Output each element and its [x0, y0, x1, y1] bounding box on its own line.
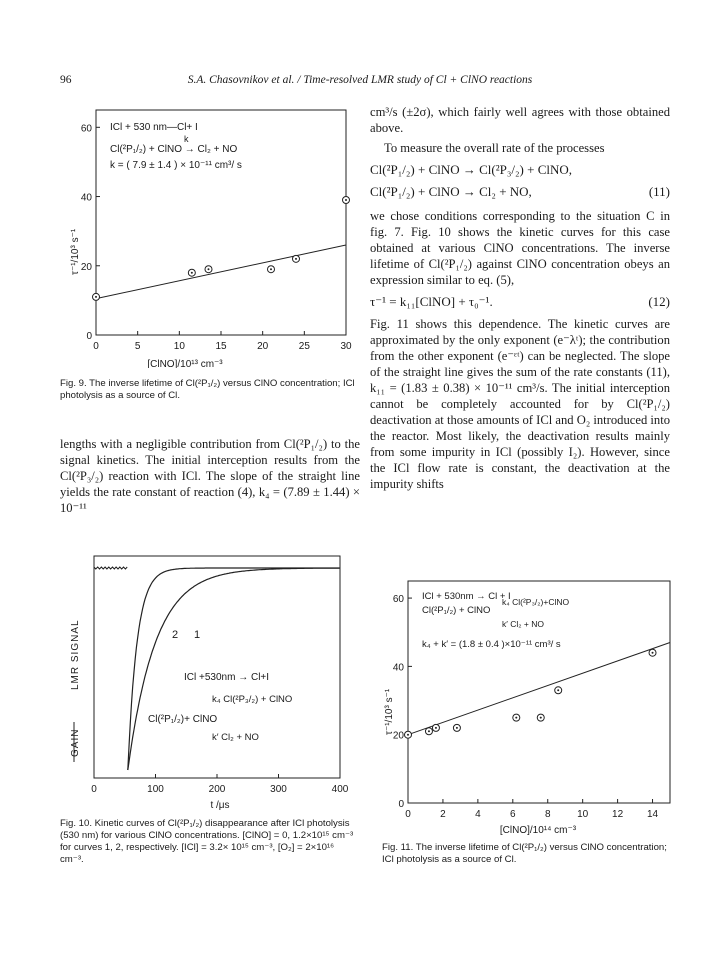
figure-10-plot	[60, 550, 360, 812]
x-tick-label: 10	[577, 809, 589, 820]
y-tick-label: 60	[392, 594, 404, 606]
data-point-center	[652, 652, 654, 654]
paragraph-right-2: To measure the overall rate of the processes	[384, 141, 605, 155]
data-point-center	[456, 727, 458, 729]
equation-11: Cl(²P₁/₂) + ClNO → Cl₂ + NO, (11)	[370, 184, 670, 199]
figure-9-plot	[60, 100, 360, 368]
legend-line-3: k₄ Cl(²P₃/₂) + ClNO	[212, 694, 293, 705]
figure-9-caption: Fig. 9. The inverse lifetime of Cl(²P₁/₂) versus ClNO concentration; ICl photolysis as a source of Cl.	[60, 378, 355, 401]
y-tick-label: 20	[392, 730, 404, 742]
legend-line-4: k′ Cl₂ + NO	[502, 619, 544, 629]
data-point-center	[428, 730, 430, 732]
data-point-center	[435, 727, 437, 729]
equation-10: Cl(²P₁/₂) + ClNO → Cl(²P₃/₂) + ClNO,	[370, 162, 573, 177]
x-axis-label: t /μs	[210, 800, 230, 811]
y-tick-label: 0	[398, 799, 404, 810]
legend-line-2: Cl(²P₁/₂) + ClNO → Cl₂ + NO	[110, 144, 238, 155]
paragraph-right-4: Fig. 11 shows this dependence. The kinetic curves are approximated by the only exponent (e⁻λᵗ); the contribution from the other exponent (e⁻ᵋᵗ) can be neglected. The slope of the straight line gives the sum of the rate constants (11), k₁₁ = (1.83 ± 0.38) × 10⁻¹¹ cm³/s. The initial interception cannot be completely accounted for by Cl(²P₁/₂) deactivation at those amounts of ICl and O₂ introduced into the reactor. Most likely, the deactivation results mainly from some impurity in ICl (possibly I₂). However, since the ICl flow rate is constant, the deactivation at the impurity shifts	[370, 317, 670, 491]
x-tick-label: 400	[331, 784, 349, 795]
figure-11-plot	[378, 575, 678, 837]
legend-line-2: Cl(²P₁/₂)+ ClNO	[148, 714, 218, 725]
right-column	[370, 104, 670, 496]
paragraph-left-1: lengths with a negligible contribution from Cl(²P₁/₂) to the signal kinetics. The initial interception results from the Cl(²P₃/₂) reaction with ICl. The slope of the straight line yields the rate constant of reaction (4), k₄ = (7.89 ± 1.44) × 10⁻¹¹	[60, 437, 360, 515]
figure-11-caption: Fig. 11. The inverse lifetime of Cl(²P₁/₂) versus ClNO concentration; ICl photolysis as a source of Cl.	[382, 842, 667, 865]
data-point-center	[295, 258, 297, 260]
legend-line-4: k′ Cl₂ + NO	[212, 732, 259, 743]
equation-12: τ⁻¹ = k₁₁[ClNO] + τ₀⁻¹. (12)	[370, 294, 670, 309]
paragraph-right-1: cm³/s (±2σ), which fairly well agrees with those obtained above.	[370, 105, 670, 135]
y-axis-label-top: LMR SIGNAL	[70, 619, 81, 690]
x-axis-label: [ClNO]/10¹⁴ cm⁻³	[499, 825, 577, 836]
x-tick-label: 8	[544, 809, 551, 820]
plot-frame	[94, 556, 340, 778]
data-point-center	[540, 717, 542, 719]
fit-line	[96, 245, 346, 299]
y-tick-label: 40	[80, 192, 92, 204]
x-tick-label: 14	[646, 809, 659, 820]
running-head: S.A. Chasovnikov et al. / Time-resolved LMR study of Cl + ClNO reactions	[187, 74, 533, 86]
y-axis-label: τ⁻¹/10³ s⁻¹	[384, 688, 395, 735]
data-point-center	[208, 268, 210, 270]
x-tick-label: 4	[475, 809, 481, 820]
baseline-trace	[94, 567, 127, 569]
x-tick-label: 200	[208, 784, 226, 795]
x-tick-label: 0	[93, 341, 99, 352]
legend-line-3: k₄ Cl(²P₃/₂)+ClNO	[502, 597, 570, 607]
y-tick-label: 40	[392, 662, 404, 674]
x-tick-label: 10	[173, 341, 185, 352]
x-tick-label: 25	[298, 341, 310, 352]
data-point-center	[515, 717, 517, 719]
data-point-center	[270, 268, 272, 270]
legend-line-3: k = ( 7.9 ± 1.4 ) × 10⁻¹¹ cm³/ s	[110, 160, 242, 171]
x-axis-label: [ClNO]/10¹³ cm⁻³	[147, 359, 223, 368]
data-point-center	[557, 689, 559, 691]
x-tick-label: 12	[612, 809, 624, 820]
figure-10-caption: Fig. 10. Kinetic curves of Cl(²P₁/₂) disappearance after ICl photolysis (530 nm) for various ClNO concentrations. [ClNO] = 0, 1.2×10¹⁵ cm⁻³ for curves 1, 2, respectively. [ICl] = 3.2× 10¹⁵ cm⁻³, [O₂] = 2×10¹⁶ cm⁻³.	[60, 818, 354, 865]
x-tick-label: 15	[215, 341, 227, 352]
legend-line-1: ICl + 530nm → Cl + I	[422, 591, 511, 602]
x-tick-label: 300	[270, 784, 287, 795]
x-tick-label: 0	[91, 784, 97, 795]
y-tick-label: 0	[86, 331, 92, 342]
curve-label-1: 1	[194, 629, 201, 641]
y-tick-label: 20	[80, 261, 92, 273]
legend-line-1: ICl + 530 nm—Cl+ I	[110, 122, 198, 133]
legend-line-2: Cl(²P₁/₂) + ClNO	[422, 605, 491, 616]
y-tick-label: 60	[80, 123, 92, 135]
legend-rate-k: k	[184, 134, 189, 144]
data-point-center	[191, 272, 193, 274]
x-tick-label: 30	[340, 341, 352, 352]
page-number: 96	[60, 74, 72, 86]
curve-label-2: 2	[172, 629, 179, 641]
x-tick-label: 6	[510, 809, 516, 820]
data-point-center	[407, 734, 409, 736]
x-tick-label: 5	[134, 341, 141, 352]
data-point-center	[95, 296, 97, 298]
page-header	[60, 74, 660, 90]
x-tick-label: 20	[257, 341, 269, 352]
data-point-center	[345, 199, 347, 201]
x-tick-label: 2	[440, 809, 446, 820]
legend-line-5: k₄ + k′ = (1.8 ± 0.4 )×10⁻¹¹ cm³/ s	[422, 639, 561, 650]
y-axis-label: τ⁻¹/10³ s⁻¹	[70, 228, 81, 275]
legend-line-1: ICl +530nm → Cl+I	[184, 672, 270, 683]
x-tick-label: 0	[405, 809, 411, 820]
y-axis-label-bottom: GAIN	[70, 728, 81, 757]
x-tick-label: 100	[147, 784, 164, 795]
paragraph-right-3: we chose conditions corresponding to the situation C in fig. 7. Fig. 10 shows the kinetic curves for this case obtained at various ClNO concentrations. The inverse lifetime of Cl(²P₁/₂) against ClNO concentration obeys an expression similar to eq. (5),	[370, 209, 670, 287]
